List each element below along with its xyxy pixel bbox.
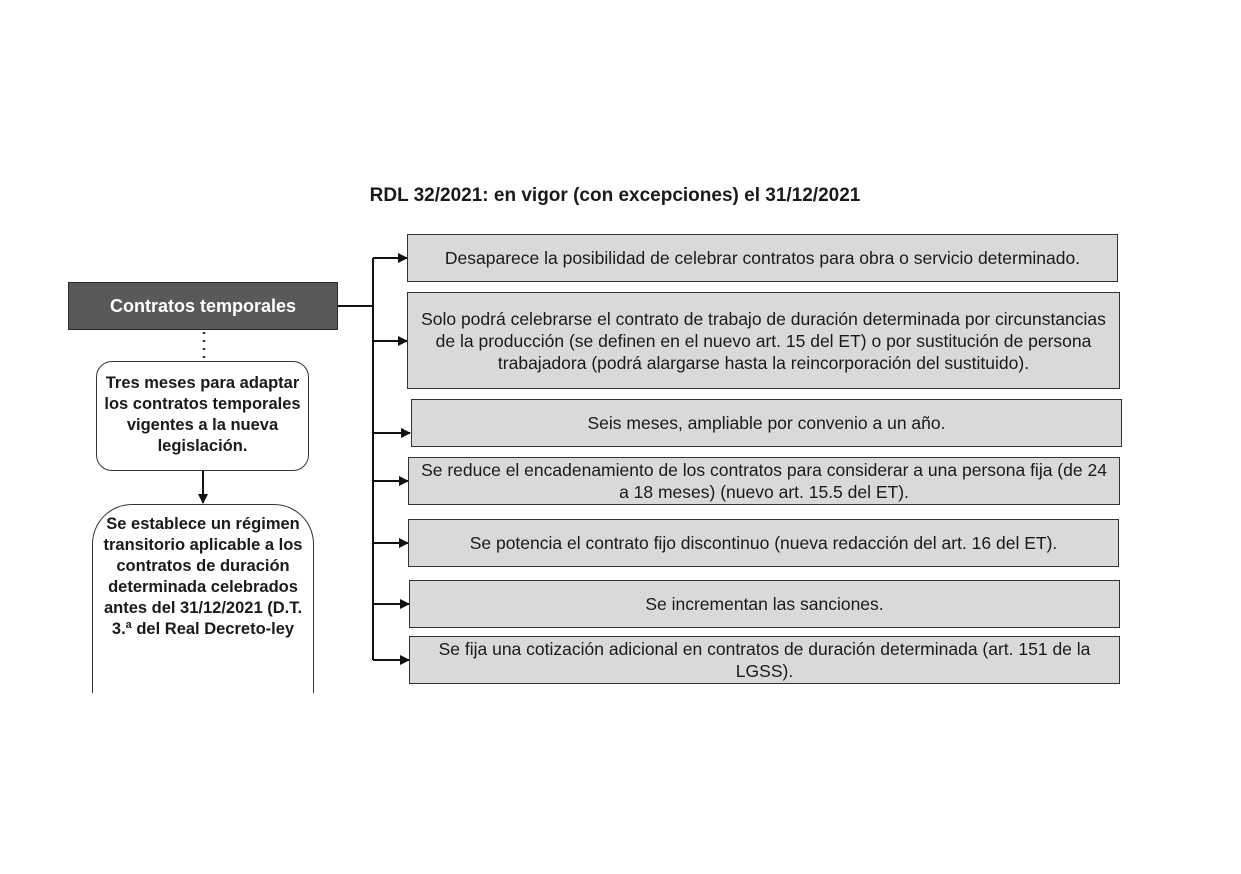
item-box: Se potencia el contrato fijo discontinuo (nueva redacción del art. 16 del ET). [408, 519, 1119, 567]
item-box: Desaparece la posibilidad de celebrar contratos para obra o servicio determinado. [407, 234, 1118, 282]
crop-mask [0, 693, 400, 874]
note-three-months: Tres meses para adaptar los contratos temporales vigentes a la nueva legislación. [96, 361, 309, 471]
item-box: Se incrementan las sanciones. [409, 580, 1120, 628]
note-transitional-regime: Se establece un régimen transitorio aplicable a los contratos de duración determinada celebrados antes del 31/12/2021 (D.T. 3.ª del Real Decreto-ley [92, 504, 314, 704]
item-box: Se reduce el encadenamiento de los contratos para considerar a una persona fija (de 24 a 18 meses) (nuevo art. 15.5 del ET). [408, 457, 1120, 505]
item-box: Se fija una cotización adicional en contratos de duración determinada (art. 151 de la LGSS). [409, 636, 1120, 684]
main-node-contratos-temporales: Contratos temporales [68, 282, 338, 330]
item-box: Solo podrá celebrarse el contrato de trabajo de duración determinada por circunstancias de la producción (se definen en el nuevo art. 15 del ET) o por sustitución de persona trabajadora (podrá alargarse hasta la reincorporación del sustituido). [407, 292, 1120, 389]
item-box: Seis meses, ampliable por convenio a un año. [411, 399, 1122, 447]
diagram-title: RDL 32/2021: en vigor (con excepciones) el 31/12/2021 [369, 185, 861, 206]
